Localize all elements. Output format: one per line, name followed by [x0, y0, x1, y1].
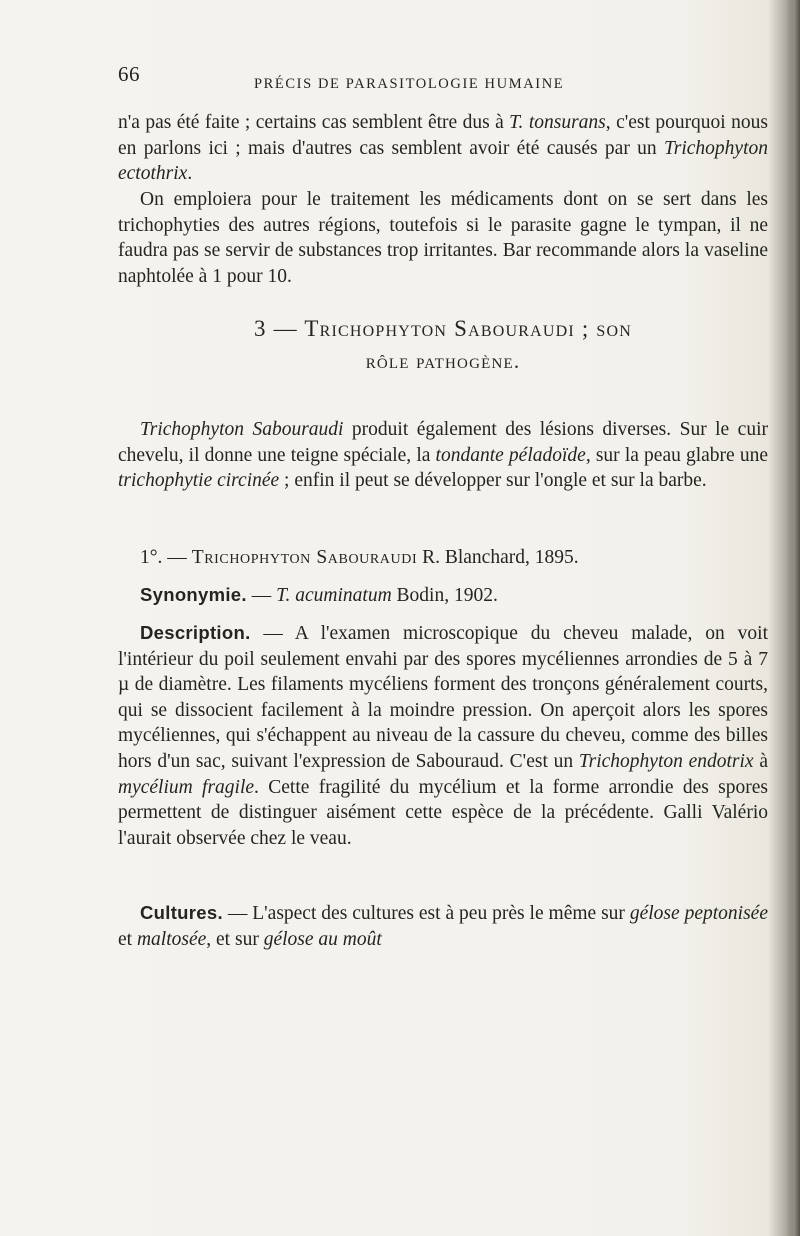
- species-name: Trichophyton Sabouraudi: [140, 419, 344, 440]
- paragraph-treatment: On emploiera pour le traitement les médicaments dont on se sert dans les trichophyties des autres régions, toutefois si le parasite gagne le tympan, il ne faudra pas se servir de substances trop irritantes. Bar recommande alors la vaseline naphtolée à 1 pour 10.: [118, 189, 768, 287]
- paragraph-description: [118, 620, 768, 851]
- running-head: [118, 62, 788, 92]
- medium-name: gélose peptonisée: [629, 903, 768, 924]
- disease-name: trichophytie circinée: [118, 470, 280, 492]
- text-run: — A l'examen microscopique du cheveu malade, on voit l'intérieur du poil seulement envahi par des spores mycéliennes arrondies de 5 à 7 µ de diamètre. Les filaments mycéliens forment des tronçons généralement courts, qui se dissocient facilement à la moindre pression. On aperçoit alors les spores mycéliennes, qui s'échappent au niveau de la cassure du cheveu, comme des billes hors d'un sac, suivant l'expression de Sabouraud. C'est un: [118, 623, 768, 772]
- text-run: ; enfin il peut se développer sur l'ongle et sur la barbe.: [279, 470, 707, 492]
- text-run: — L'aspect des cultures est à peu près le même sur: [222, 903, 630, 924]
- running-title: PRÉCIS DE PARASITOLOGIE HUMAINE: [254, 76, 565, 92]
- species-name: T. tonsurans: [509, 112, 606, 133]
- text-run: .: [187, 163, 193, 185]
- medium-name: maltosée: [136, 928, 207, 950]
- text-run: n'a pas été faite ; certains cas semblent être dus à: [118, 112, 510, 133]
- run-in-heading: Description.: [140, 622, 251, 643]
- run-in-heading: Cultures.: [140, 902, 223, 923]
- species-name: Trichophyton ectothrix: [118, 137, 768, 185]
- medium-name: gélose au moût: [263, 928, 382, 950]
- paragraph-synonymie: [118, 582, 768, 609]
- disease-name: tondante péladoïde: [435, 444, 586, 466]
- text-run: Bodin, 1902.: [391, 585, 498, 606]
- species-name: Trichophyton Sabouraudi: [191, 547, 418, 568]
- paragraph-continuation: [118, 110, 768, 187]
- text-run: produit également des lésions diverses. Sur le cuir chevelu, il donne une teigne spéciale, la: [118, 419, 768, 466]
- text-run: R. Blanchard, 1895.: [417, 547, 579, 568]
- page-number: 66: [118, 62, 140, 86]
- text-run: —: [246, 585, 277, 606]
- species-name: Trichophyton endotrix: [578, 750, 754, 772]
- section-heading: [118, 313, 768, 377]
- section-dash: —: [273, 316, 298, 341]
- section-title-line1: Trichophyton Sabouraudi ; son: [304, 316, 633, 341]
- text-run: . Cette fragilité du mycélium et la forme arrondie des spores permettent de distinguer aisément cette espèce de la précédente. Galli Valério l'aurait observée chez le veau.: [118, 776, 769, 849]
- text-run: , c'est pourquoi nous en parlons ici ; mais d'autres cas semblent avoir été causés par un: [118, 112, 768, 159]
- text-run: et: [118, 928, 137, 950]
- text-run: , sur la peau glabre une: [585, 444, 769, 466]
- paragraph-cultures: [118, 900, 768, 952]
- text-run: 1°. —: [140, 547, 192, 568]
- page-edge-shadow: [786, 0, 800, 1236]
- text-run: , et sur: [206, 928, 264, 950]
- paragraph-species-entry: [118, 545, 768, 571]
- term: mycélium fragile: [118, 776, 255, 798]
- run-in-heading: Synonymie.: [140, 584, 247, 605]
- section-title-line2: rôle pathogène.: [365, 349, 521, 373]
- species-name: T. acuminatum: [276, 585, 392, 606]
- paragraph-lesions: [118, 417, 768, 494]
- text-run: à: [753, 750, 768, 772]
- section-number: 3: [253, 316, 267, 341]
